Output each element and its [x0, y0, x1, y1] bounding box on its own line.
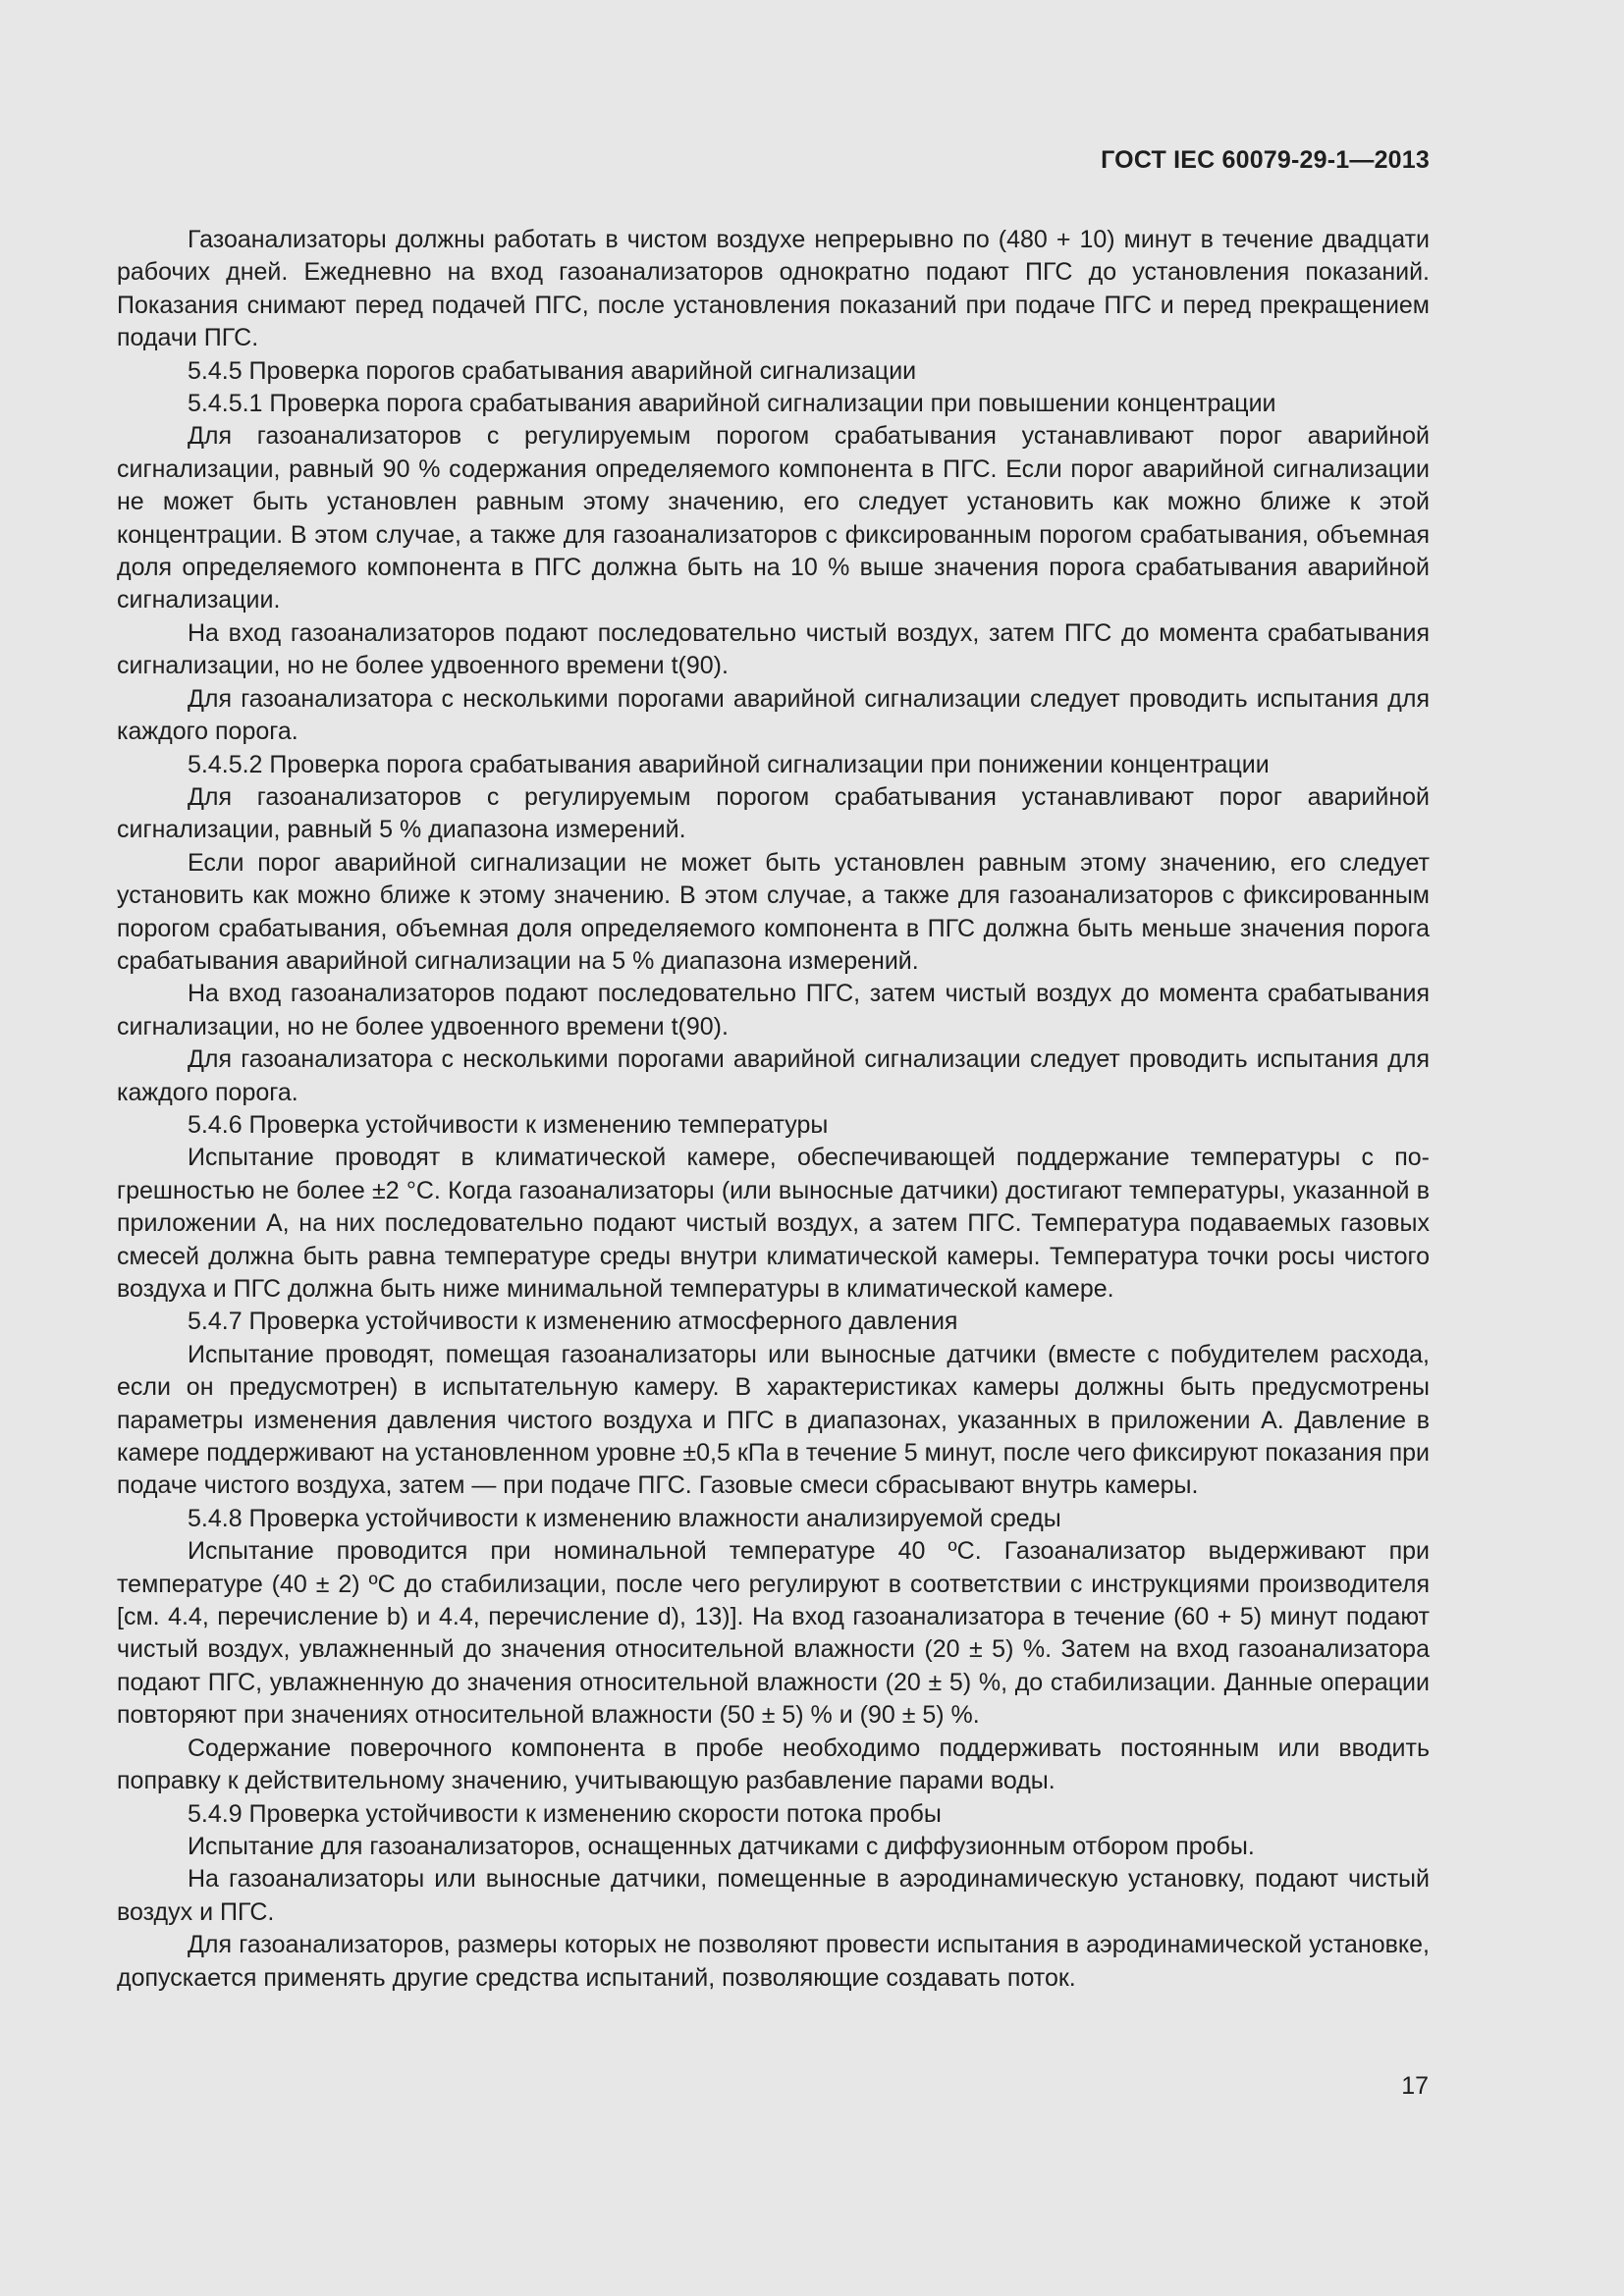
paragraph: Для газоанализаторов с регулируемым порогом срабатывания устанавливают порог аварийной сигнализации, равный 90 % содержания определяемого компонента в ПГС. Если порог аварийной сигнализации не может быть установлен равным этому значению, его следует установить как можно ближе к этой концентрации. В этом случае, а также для газоанализаторов с фиксированным порогом срабатывания, объемная доля определяемого компонента в ПГС должна быть на 10 % выше значения порога срабатывания аварийной сигнализации. [117, 422, 1430, 614]
paragraph: Газоанализаторы должны работать в чистом воздухе непрерывно по (480 + 10) минут в течение двадцати рабочих дней. Ежедневно на вход газоанализаторов однократно подают ПГС до установления показаний. Показания снимают перед подачей ПГС, после установления показаний при подаче ПГС и перед прекращением подачи ПГС. [117, 226, 1430, 352]
section-heading: 5.4.7 Проверка устойчивости к изменению атмосферного давления [188, 1308, 958, 1336]
paragraph: Испытание для газоанализаторов, оснащенных датчиками с диффузионным отбором пробы. [188, 1832, 1255, 1860]
paragraph: Содержание поверочного компонента в пробе необходимо поддерживать постоянным или вводить поправку к действительному значению, учитывающую разбавление парами воды. [117, 1734, 1430, 1795]
paragraph: Для газоанализаторов, размеры которых не позволяют провести испытания в аэродинамической установке, допускается применять другие средства испытаний, позволяющие создавать поток. [117, 1931, 1430, 1992]
paragraph: Для газоанализатора с несколькими порогами аварийной сигнализации следует проводить испытания для каждого порога. [117, 684, 1430, 746]
section-heading: 5.4.5.2 Проверка порога срабатывания аварийной сигнализации при понижении концентрации [188, 750, 1270, 778]
paragraph: Если порог аварийной сигнализации не может быть установлен равным этому значению, его следует установить как можно ближе к этому значению. В этом случае, а также для газоанализаторов с фиксированным порогом срабатывания, объемная доля определяемого компонента в ПГС должна быть меньше значения порога срабатывания аварийной сигнализации на 5 % диапазона измерений. [117, 848, 1430, 975]
paragraph: На газоанализаторы или выносные датчики, помещенные в аэродинамическую установку, подают чистый воздух и ПГС. [117, 1865, 1430, 1926]
paragraph: Испытание проводят в климатической камере, обеспечивающей поддержание температуры с погрешностью не более ±2 °С. Когда газоанализаторы (или выносные датчики) достигают температуры, указанной в приложении А, на них последовательно подают чистый воздух, а затем ПГС. Температура подаваемых газовых смесей должна быть равна температуре среды внутри климатической камеры. Температура точки росы чистого воздуха и ПГС должна быть ниже минимальной температуры в климатической камере. [117, 1144, 1430, 1303]
paragraph: Испытание проводят, помещая газоанализаторы или выносные датчики (вместе с побудителем расхода, если он предусмотрен) в испытательную камеру. В характеристиках камеры должны быть предусмотрены параметры изменения давления чистого воздуха и ПГС в диапазонах, указанных в приложении А. Давление в камере поддерживают на установленном уровне ±0,5 кПа в течение 5 минут, после чего фиксируют показания при подаче чистого воздуха, затем — при подаче ПГС. Газовые смеси сбрасывают внутрь камеры. [117, 1340, 1430, 1500]
paragraph: Для газоанализатора с несколькими порогами аварийной сигнализации следует проводить испытания для каждого порога. [117, 1045, 1430, 1106]
paragraph: На вход газоанализаторов подают последовательно чистый воздух, затем ПГС до момента срабатывания сигнализации, но не более удвоенного времени t(90). [117, 618, 1430, 680]
section-heading: 5.4.5.1 Проверка порога срабатывания аварийной сигнализации при повышении концентрации [188, 390, 1276, 418]
section-heading: 5.4.5 Проверка порогов срабатывания аварийной сигнализации [188, 356, 917, 385]
paragraph: Испытание проводится при номинальной температуре 40 ºС. Газоанализатор выдерживают при температуре (40 ± 2) ºС до стабилизации, после чего регулируют в соответствии с инструкциями производителя [см. 4.4, перечисление b) и 4.4, перечисление d), 13)]. На вход газоанализатора в течение (60 + 5) минут подают чистый воздух, увлажненный до значения относительной влажности (20 ± 5) %. Затем на вход газоанализатора подают ПГС, увлажненную до значения относительной влажности (20 ± 5) %, до стабилизации. Данные операции повторяют при значениях относительной влажности (50 ± 5) % и (90 ± 5) %. [117, 1537, 1430, 1730]
section-heading: 5.4.8 Проверка устойчивости к изменению влажности анализируемой среды [188, 1504, 1061, 1532]
section-heading: 5.4.6 Проверка устойчивости к изменению температуры [188, 1110, 829, 1139]
page-number: 17 [1401, 2072, 1429, 2100]
paragraph: Для газоанализаторов с регулируемым порогом срабатывания устанавливают порог аварийной сигнализации, равный 5 % диапазона измерений. [117, 782, 1430, 844]
section-heading: 5.4.9 Проверка устойчивости к изменению скорости потока пробы [188, 1799, 942, 1828]
body-text [117, 224, 1430, 1995]
standard-code-header: ГОСТ IEC 60079-29-1—2013 [1101, 146, 1430, 174]
paragraph: На вход газоанализаторов подают последовательно ПГС, затем чистый воздух до момента срабатывания сигнализации, но не более удвоенного времени t(90). [117, 980, 1430, 1041]
